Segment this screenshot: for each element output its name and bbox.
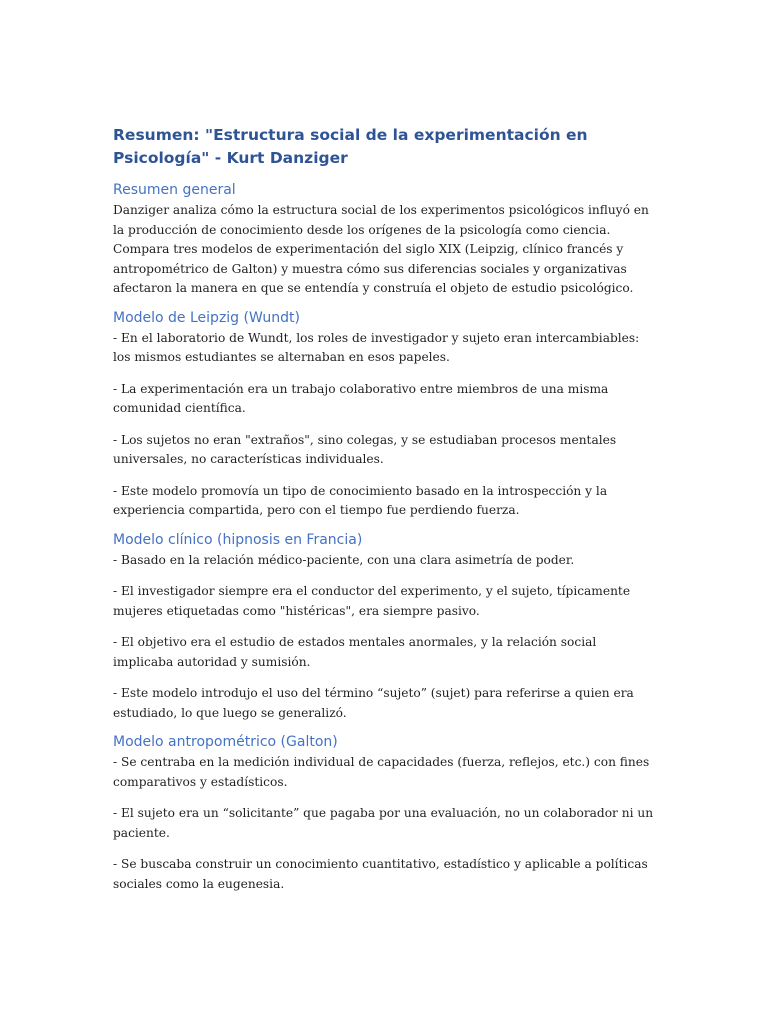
bullet-paragraph: - Se centraba en la medición individual de capacidades (fuerza, reflejos, etc.) con fines comparativos y estadísticos. (113, 755, 650, 789)
section-heading: Modelo antropométrico (Galton) (113, 734, 338, 750)
section-modelo-clinico (113, 531, 658, 724)
section-heading: Modelo clínico (hipnosis en Francia) (113, 531, 363, 548)
section-modelo-leipzig (113, 309, 658, 521)
document-page (113, 124, 658, 904)
bullet-paragraph: - En el laboratorio de Wundt, los roles de investigador y sujeto eran intercambiables: los mismos estudiantes se alternaban en esos papeles. (113, 330, 640, 364)
document-title: Resumen: "Estructura social de la experimentación en Psicología" - Kurt Danziger (113, 126, 588, 167)
bullet-paragraph: - Este modelo promovía un tipo de conocimiento basado en la introspección y la experiencia compartida, pero con el tiempo fue perdiendo fuerza. (113, 483, 608, 517)
bullet-paragraph: - El objetivo era el estudio de estados mentales anormales, y la relación social implicaba autoridad y sumisión. (113, 635, 597, 669)
section-heading: Modelo de Leipzig (Wundt) (113, 309, 300, 326)
section-modelo-antropometrico (113, 733, 658, 894)
bullet-paragraph: - Basado en la relación médico-paciente, con una clara asimetría de poder. (113, 552, 575, 567)
bullet-paragraph: - Los sujetos no eran "extraños", sino colegas, y se estudiaban procesos mentales universales, no características individuales. (113, 432, 617, 466)
bullet-paragraph: - La experimentación era un trabajo colaborativo entre miembros de una misma comunidad científica. (113, 381, 609, 415)
bullet-paragraph: - El sujeto era un “solicitante” que pagaba por una evaluación, no un colaborador ni un paciente. (113, 806, 654, 840)
bullet-paragraph: - El investigador siempre era el conductor del experimento, y el sujeto, típicamente mujeres etiquetadas como "histéricas", era siempre pasivo. (113, 584, 631, 618)
section-heading: Resumen general (113, 182, 236, 198)
bullet-paragraph: - Este modelo introdujo el uso del término “sujeto” (sujet) para referirse a quien era estudiado, lo que luego se generalizó. (113, 686, 634, 720)
paragraph: Danziger analiza cómo la estructura social de los experimentos psicológicos influyó en la producción de conocimiento desde los orígenes de la psicología como ciencia. Compara tres modelos de experimentación del siglo XIX (Leipzig, clínico francés y antropométrico de Galton) y muestra cómo sus diferencias sociales y organizativas afectaron la manera en que se entendía y construía el objeto de estudio psicológico. (113, 203, 649, 295)
section-resumen-general (113, 181, 658, 299)
bullet-paragraph: - Se buscaba construir un conocimiento cuantitativo, estadístico y aplicable a políticas sociales como la eugenesia. (113, 857, 648, 891)
